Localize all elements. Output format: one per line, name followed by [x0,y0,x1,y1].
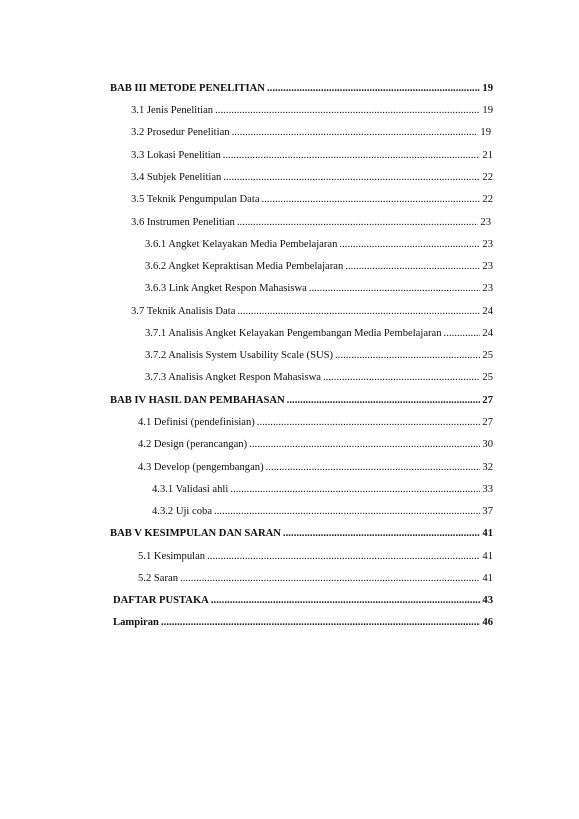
toc-page-number: 33 [482,484,493,495]
toc-leader [444,326,481,342]
toc-leader [207,549,480,565]
toc-page-number: 22 [482,172,493,183]
toc-entry-3-1 [131,103,493,119]
toc-entry-bab-3 [110,81,493,97]
toc-leader [335,348,480,364]
toc-leader [223,148,481,164]
toc-label: 4.2 Design (perancangan) [138,439,248,450]
toc-page-number: 27 [482,395,493,406]
toc-entry-3-6-2 [145,259,493,275]
toc-leader [237,304,480,320]
toc-label: 3.3 Lokasi Penelitian [131,150,221,161]
toc-label: 3.1 Jenis Penelitian [131,105,214,116]
toc-page-number: 41 [482,573,493,584]
toc-label: 5.1 Kesimpulan [138,551,206,562]
toc-label: BAB III METODE PENELITIAN [110,83,265,94]
toc-leader [266,460,481,476]
toc-label: 3.2 Prosedur Penelitian [131,127,230,138]
toc-entry-3-6-1 [145,237,493,253]
toc-entry-5-1 [138,549,493,565]
toc-label: 3.6 Instrumen Penelitian [131,217,235,228]
toc-leader [262,192,481,208]
toc-label: 3.5 Teknik Pengumpulan Data [131,194,260,205]
toc-label: Lampiran [113,617,159,628]
toc-page-number: 22 [482,194,493,205]
toc-leader [215,103,480,119]
toc-leader [323,370,480,386]
toc-leader [161,615,480,631]
toc-entry-3-4 [131,170,493,186]
toc-leader [230,482,480,498]
toc-entry-bab-5 [110,526,493,542]
toc-page-number: 19 [482,83,493,94]
toc-label: 3.7.2 Analisis System Usability Scale (SUS) [145,350,334,361]
toc-entry-4-2 [138,437,493,453]
toc-entry-daftar-pustaka [113,593,493,609]
toc-label: 3.6.3 Link Angket Respon Mahasiswa [145,283,307,294]
toc-entry-4-3 [138,460,493,476]
toc-leader [345,259,480,275]
toc-label: 4.3.2 Uji coba [152,506,213,517]
toc-label: BAB IV HASIL DAN PEMBAHASAN [110,395,285,406]
toc-leader [267,81,480,97]
toc-leader [180,571,480,587]
toc-label: DAFTAR PUSTAKA [113,595,209,606]
toc-page-number: 32 [482,462,493,473]
toc-entry-3-6-3 [145,281,493,297]
toc-page-number: 30 [482,439,493,450]
toc-page-number: 41 [482,528,493,539]
toc-leader [283,526,481,542]
toc-entry-3-7-1 [145,326,493,342]
toc-entry-3-5 [131,192,493,208]
toc-entry-3-7-2 [145,348,493,364]
toc-label: 3.6.2 Angket Kepraktisan Media Pembelajaran [145,261,344,272]
toc-leader [249,437,480,453]
toc-label: 3.7.3 Analisis Angket Respon Mahasiswa [145,372,321,383]
toc-entry-lampiran [113,615,493,631]
toc-leader [257,415,481,431]
toc-page-number: 43 [482,595,493,606]
toc-page-number: 46 [482,617,493,628]
toc-page-number: 19 [480,127,491,138]
toc-page-number: 23 [482,261,493,272]
toc-entry-5-2 [138,571,493,587]
toc-entry-3-7 [131,304,493,320]
toc-page-number: 23 [482,283,493,294]
toc-entry-3-3 [131,148,493,164]
toc-page-number: 41 [482,551,493,562]
toc-entry-3-7-3 [145,370,493,386]
toc-label: 3.4 Subjek Penelitian [131,172,222,183]
toc-label: 3.7 Teknik Analisis Data [131,306,236,317]
toc-page-number: 27 [482,417,493,428]
toc-leader [214,504,480,520]
toc-entry-4-1 [138,415,493,431]
toc-leader [223,170,480,186]
toc-leader [232,125,479,141]
toc-page-number: 23 [480,217,491,228]
toc-entry-3-2 [131,125,491,141]
toc-entry-3-6 [131,215,491,231]
toc-label: 4.3.1 Validasi ahli [152,484,229,495]
toc-page-number: 24 [482,328,493,339]
toc-leader [339,237,480,253]
toc-page-number: 25 [482,372,493,383]
toc-leader [211,593,481,609]
toc-leader [309,281,481,297]
toc-label: 4.3 Develop (pengembangan) [138,462,264,473]
toc-entry-4-3-2 [152,504,493,520]
toc-label: BAB V KESIMPULAN DAN SARAN [110,528,281,539]
toc-label: 3.6.1 Angket Kelayakan Media Pembelajaran [145,239,338,250]
toc-label: 3.7.1 Analisis Angket Kelayakan Pengembangan Media Pembelajaran [145,328,442,339]
toc-leader [237,215,479,231]
toc-page-number: 37 [482,506,493,517]
toc-page-number: 19 [482,105,493,116]
toc-entry-4-3-1 [152,482,493,498]
toc-page-number: 25 [482,350,493,361]
toc-label: 4.1 Definisi (pendefinisian) [138,417,255,428]
toc-page-number: 24 [482,306,493,317]
toc-page-number: 23 [482,239,493,250]
toc-leader [287,393,481,409]
toc-entry-bab-4 [110,393,493,409]
toc-page-number: 21 [482,150,493,161]
toc-label: 5.2 Saran [138,573,179,584]
